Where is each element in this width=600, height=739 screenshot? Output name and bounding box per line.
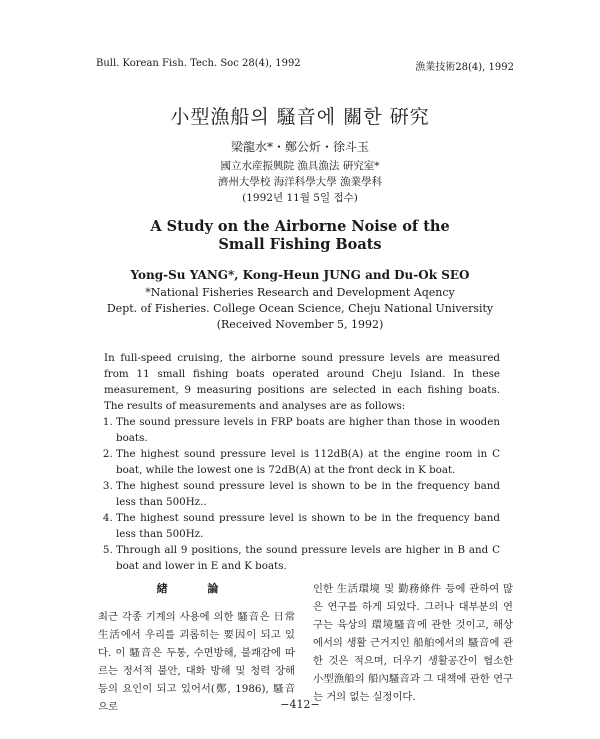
body-column-left: 최근 각종 기계의 사용에 의한 騷音은 日常生活에서 우리를 괴롭히는 要因이 되고 있다. 이 騷音은 두통, 수면방해, 불쾌감에 따르는 정서적 불안, 대화 방해 및 청력 장해 등의 요인이 되고 있어서(鄭, 1986), 騷音으로 bbox=[98, 611, 295, 713]
english-title-line-2: Small Fishing Boats bbox=[218, 236, 382, 253]
korean-title: 小型漁船의 騷音에 關한 硏究 bbox=[170, 106, 430, 128]
english-authors: Yong-Su YANG*, Kong-Heun JUNG and Du-Ok SEO bbox=[130, 268, 470, 282]
page-number: −412− bbox=[280, 698, 320, 711]
abstract-item: 4. The highest sound pressure level is shown to be in the frequency band less than 500Hz. bbox=[116, 510, 500, 542]
abstract-item: 2. The highest sound pressure level is 112dB(A) at the engine room in C boat, while the lowest one is 72dB(A) at the front deck in K boat. bbox=[116, 446, 500, 478]
korean-received-date: (1992년 11월 5일 접수) bbox=[242, 192, 358, 204]
english-received-date: (Received November 5, 1992) bbox=[216, 318, 384, 331]
english-title-line-1: A Study on the Airborne Noise of the bbox=[150, 218, 450, 235]
english-affiliation-2: Dept. of Fisheries. College Ocean Science, Cheju National University bbox=[106, 302, 494, 315]
abstract-intro: In full-speed cruising, the airborne sound pressure levels are measured from 11 small fishing boats operated around Cheju Island. In these measurement, 9 measuring positions are selected in each fishing boats. The results of measurements and analyses are as follows: bbox=[104, 352, 500, 412]
english-affiliation-1: *National Fisheries Research and Development Aqency bbox=[145, 286, 455, 299]
abstract-item: 1. The sound pressure levels in FRP boats are higher than those in wooden boats. bbox=[116, 414, 500, 446]
abstract-item: 3. The highest sound pressure level is shown to be in the frequency band less than 500Hz.. bbox=[116, 478, 500, 510]
body-column-right: 인한 生活環境 및 勤務條件 등에 관하여 많은 연구를 하게 되었다. 그러나 대부분의 연구는 육상의 環境騷音에 관한 것이고, 해상에서의 생활 근거지인 船舶에서의 騷音에 관한 것은 적으며, 더우기 생활공간이 협소한 小型漁船의 船內騷音과 그 대책에 관한 연구는 거의 없는 실정이다. bbox=[313, 583, 513, 703]
abstract-item: 5. Through all 9 positions, the sound pressure levels are higher in B and C boat and lower in E and K boats. bbox=[116, 542, 500, 574]
section-heading-introduction: 緖 論 bbox=[156, 582, 237, 595]
korean-authors: 梁龍水*・鄭公炘・徐斗玉 bbox=[230, 140, 369, 154]
korean-affiliation-1: 國立水産振興院 漁具漁法 硏究室* bbox=[220, 160, 380, 172]
abstract-results-list bbox=[104, 414, 500, 574]
running-header-left: Bull. Korean Fish. Tech. Soc 28(4), 1992 bbox=[96, 58, 301, 69]
running-header-right: 漁業技術28(4), 1992 bbox=[415, 62, 514, 73]
abstract bbox=[104, 350, 500, 574]
korean-affiliation-2: 濟州大學校 海洋科學大學 漁業學科 bbox=[217, 176, 383, 188]
